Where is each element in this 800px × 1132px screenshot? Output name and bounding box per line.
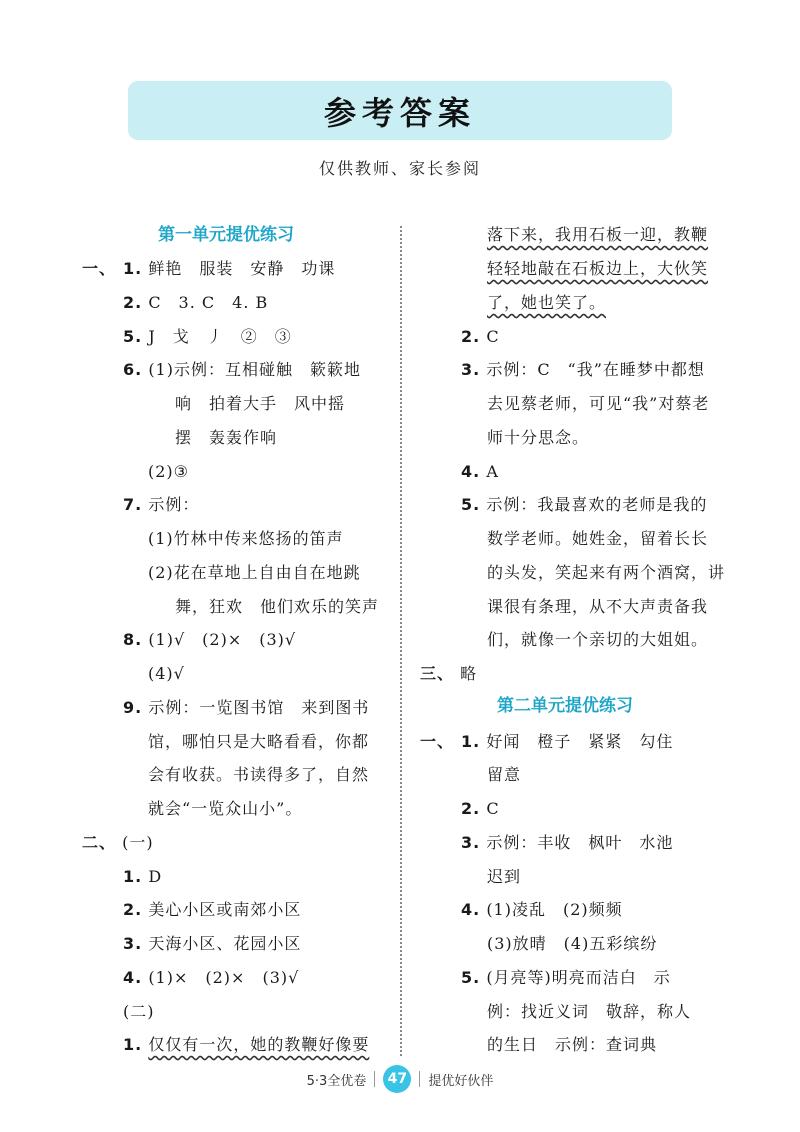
answer-line: 轻轻地敲在石板边上，大伙笑 (487, 259, 709, 278)
answer-line: 们，就像一个亲切的大姐姐。 (487, 630, 709, 649)
answer-line: 5. 示例：我最喜欢的老师是我的 (461, 495, 708, 514)
answer-line: 数学老师。她姓金，留着长长 (487, 529, 709, 548)
answer-line: 就会“一览众山小”。 (148, 799, 303, 818)
answer-line: 一、 (82, 259, 117, 278)
answer-line: 舞，狂欢 他们欢乐的笑声 (175, 597, 380, 616)
answer-line: 落下来，我用石板一迎，教鞭 (487, 225, 709, 244)
answer-line: 了，她也笑了。 (487, 293, 607, 312)
answer-line: 一、 (420, 732, 455, 751)
answer-line: (2)③ (148, 462, 190, 481)
answer-line: 7. 示例： (123, 495, 200, 514)
footer-brand: 5·3全优卷 (306, 1073, 367, 1089)
answer-line: 4. (1)凌乱 (2)频频 (461, 900, 623, 919)
answer-line: 5. (月亮等)明亮而洁白 示 (461, 968, 671, 987)
answer-line: 8. (1)√ (2)× (3)√ (123, 630, 297, 649)
answer-line: 2. C 3. C 4. B (123, 293, 269, 312)
answer-line: (4)√ (148, 664, 185, 683)
answer-line: 3. 示例：C “我”在睡梦中都想 (461, 360, 705, 379)
answer-line: 3. 天海小区、花园小区 (123, 934, 302, 953)
title-banner (128, 81, 672, 140)
answer-line: 摆 轰轰作响 (175, 428, 278, 447)
answer-line: 1. 仅仅有一次，她的教鞭好像要 (123, 1035, 370, 1054)
answer-line: 2. C (461, 327, 500, 346)
answer-line: 馆，哪怕只是大略看看，你都 (148, 732, 370, 751)
answer-line: 2. 美心小区或南郊小区 (123, 900, 302, 919)
unit1-title: 第一单元提优练习 (158, 225, 294, 245)
answer-line: 课很有条理，从不大声责备我 (487, 597, 709, 616)
footer-separator (419, 1071, 420, 1087)
page-number: 47 (383, 1065, 411, 1093)
answer-line: 响 拍着大手 风中摇 (175, 394, 346, 413)
answer-line: (1)竹林中传来悠扬的笛声 (148, 529, 344, 548)
answer-line: 1. 好闻 橙子 紧紧 勾住 (461, 732, 674, 751)
answer-line: (3)放晴 (4)五彩缤纷 (487, 934, 658, 953)
answer-line: 师十分思念。 (487, 428, 590, 447)
answer-line: 三、 略 (420, 664, 478, 683)
answer-line: 2. C (461, 799, 500, 818)
page-footer (0, 1064, 800, 1094)
answer-line: (2)花在草地上自由自在地跳 (148, 563, 361, 582)
answer-line: 去见蔡老师，可见“我”对蔡老 (487, 394, 710, 413)
subtitle: 仅供教师、家长参阅 (318, 159, 481, 178)
answer-line: (二) (123, 1002, 155, 1021)
answer-line: 1. D (123, 867, 163, 886)
page-title: 参考答案 (323, 93, 476, 132)
footer-separator (374, 1071, 375, 1087)
answer-line: 1. 鲜艳 服装 安静 功课 (123, 259, 336, 278)
answer-line: 会有收获。书读得多了，自然 (148, 765, 370, 784)
footer-slogan: 提优好伙伴 (428, 1073, 494, 1089)
answer-line: 留意 (487, 765, 522, 784)
answer-line: 例：找近义词 敬辞，称人 (487, 1002, 692, 1021)
answer-line: 的生日 示例：查词典 (487, 1035, 658, 1054)
answer-line: 二、 (一) (82, 833, 154, 852)
answer-line: 9. 示例：一览图书馆 来到图书 (123, 698, 370, 717)
answer-line: 迟到 (487, 867, 522, 886)
answer-line: 6. (1)示例：互相碰触 簌簌地 (123, 360, 361, 379)
answer-line: 5. J 戈 丿 ② ③ (123, 327, 292, 346)
unit2-title: 第二单元提优练习 (497, 696, 633, 716)
column-divider (400, 226, 402, 1056)
answer-line: 的头发，笑起来有两个酒窝，讲 (487, 563, 726, 582)
answer-line: 4. A (461, 462, 499, 481)
answer-line: 4. (1)× (2)× (3)√ (123, 968, 300, 987)
answer-line: 3. 示例：丰收 枫叶 水池 (461, 833, 674, 852)
